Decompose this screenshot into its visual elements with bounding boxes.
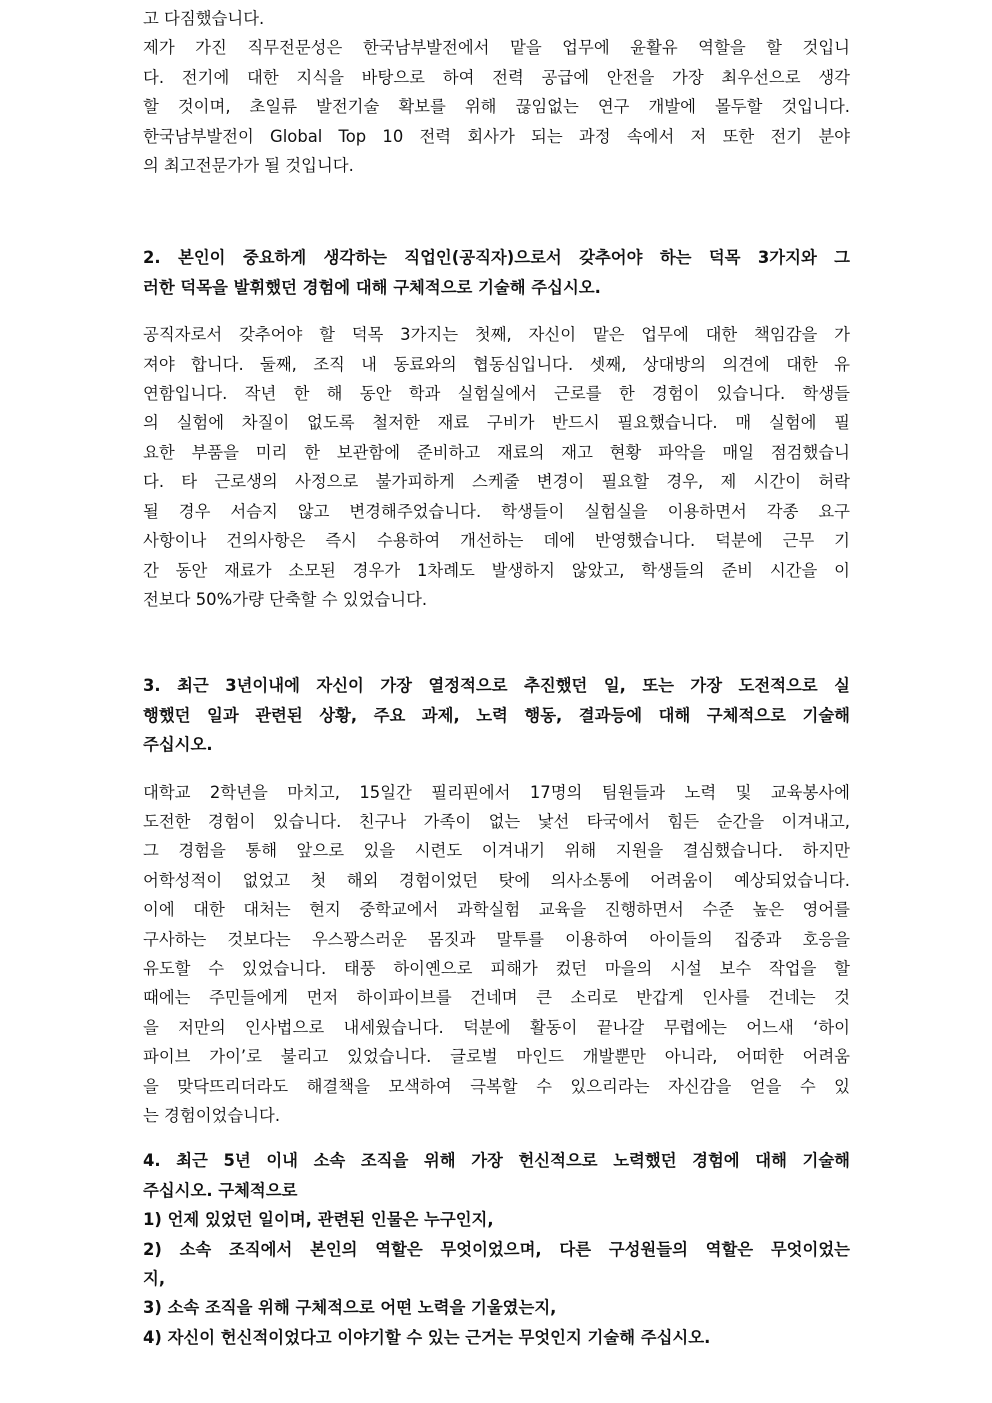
- text-line: 는 경험이었습니다.: [143, 1106, 281, 1125]
- text-line: 다. 전기에 대한 지식을 바탕으로 하여 전력 공급에 안전을 가장 최우선으로 생각: [143, 67, 850, 87]
- intro-paragraph-tail: [143, 4, 850, 180]
- text-line: 도전한 경험이 있습니다. 친구나 가족이 없는 낯선 타국에서 힘든 순간을 이겨내고,: [143, 811, 850, 831]
- text-line: 러한 덕목을 발휘했던 경험에 대해 구체적으로 기술해 주십시오.: [143, 277, 601, 297]
- text-line: 유도할 수 있었습니다. 태풍 하이옌으로 피해가 컸던 마을의 시설 보수 작업을 할: [143, 958, 850, 978]
- text-line: 그 경험을 통해 앞으로 있을 시련도 이겨내기 위해 지원을 결심했습니다. 하지만: [143, 841, 850, 861]
- question-3-heading: [143, 671, 850, 759]
- text-line: 사항이나 건의사항은 즉시 수용하여 개선하는 데에 반영했습니다. 덕분에 근무 기: [143, 531, 850, 551]
- document-page: [143, 4, 850, 1352]
- text-line: 연함입니다. 작년 한 해 동안 학과 실험실에서 근로를 한 경험이 있습니다. 학생들: [143, 384, 850, 404]
- text-line: 제가 가진 직무전문성은 한국남부발전에서 맡을 업무에 윤활유 역할을 할 것입니: [143, 38, 850, 58]
- text-line: 2. 본인이 중요하게 생각하는 직업인(공직자)으로서 갖추어야 하는 덕목 3가지와 그: [143, 248, 850, 268]
- text-line: 주십시오. 구체적으로: [143, 1180, 298, 1200]
- text-line: 3) 소속 조직을 위해 구체적으로 어떤 노력을 기울였는지,: [143, 1298, 557, 1318]
- text-line: 을 맞닥뜨리더라도 해결책을 모색하여 극복할 수 있으리라는 자신감을 얻을 수 있: [143, 1076, 850, 1096]
- question-2-answer: [143, 320, 850, 614]
- text-line: 의 최고전문가가 될 것입니다.: [143, 156, 354, 176]
- text-line: 3. 최근 3년이내에 자신이 가장 열정적으로 추진했던 일, 또는 가장 도전적으로 실: [143, 676, 850, 696]
- text-line: 대학교 2학년을 마치고, 15일간 필리핀에서 17명의 팀원들과 노력 및 교육봉사에: [143, 782, 850, 802]
- text-line: 한국남부발전이 Global Top 10 전력 회사가 되는 과정 속에서 저 또한 전기 분야: [143, 126, 850, 146]
- text-line: 4) 자신이 헌신적이었다고 이야기할 수 있는 근거는 무엇인지 기술해 주십시오.: [143, 1327, 711, 1347]
- text-line: 공직자로서 갖추어야 할 덕목 3가지는 첫째, 자신이 맡은 업무에 대한 책임감을 가: [143, 325, 850, 345]
- text-line: 할 것이며, 초일류 발전기술 확보를 위해 끊임없는 연구 개발에 몰두할 것입니다.: [143, 97, 850, 117]
- text-line: 행했던 일과 관련된 상황, 주요 과제, 노력 행동, 결과등에 대해 구체적으로 기술해: [143, 705, 850, 725]
- text-line: 전보다 50%가량 단축할 수 있었습니다.: [143, 589, 428, 609]
- text-line: 간 동안 재료가 소모된 경우가 1차례도 발생하지 않았고, 학생들의 준비 시간을 이: [143, 560, 850, 580]
- text-line: 져야 합니다. 둘째, 조직 내 동료와의 협동심입니다. 셋째, 상대방의 의견에 대한 유: [143, 354, 850, 374]
- text-line: 4. 최근 5년 이내 소속 조직을 위해 가장 헌신적으로 노력했던 경험에 대해 기술해: [143, 1151, 850, 1171]
- text-line: 의 실험에 차질이 없도록 철저한 재료 구비가 반드시 필요했습니다. 매 실험에 필: [143, 413, 850, 433]
- text-line: 1) 언제 있었던 일이며, 관련된 인물은 누구인지,: [143, 1210, 494, 1230]
- question-3-answer: [143, 778, 850, 1131]
- text-line: 파이브 가이’로 불리고 있었습니다. 글로벌 마인드 개발뿐만 아니라, 어떠한 어려움: [143, 1047, 850, 1067]
- text-line: 다. 타 근로생의 사정으로 불가피하게 스케줄 변경이 필요할 경우, 제 시간이 허락: [143, 472, 850, 492]
- text-line: 어학성적이 없었고 첫 해외 경험이었던 탓에 의사소통에 어려움이 예상되었습니다.: [143, 870, 850, 890]
- text-line: 요한 부품을 미리 한 보관함에 준비하고 재료의 재고 현황 파악을 매일 점검했습니: [143, 442, 850, 462]
- text-line: 주십시오.: [143, 735, 213, 755]
- text-line: 2) 소속 조직에서 본인의 역할은 무엇이었으며, 다른 구성원들의 역할은 무엇이었는: [143, 1239, 850, 1259]
- text-line: 될 경우 서슴지 않고 변경해주었습니다. 학생들이 실험실을 이용하면서 각종 요구: [143, 501, 850, 521]
- text-line: 때에는 주민들에게 먼저 하이파이브를 건네며 큰 소리로 반갑게 인사를 건네는 것: [143, 988, 850, 1008]
- question-2-heading: [143, 243, 850, 302]
- text-line: 구사하는 것보다는 우스꽝스러운 몸짓과 말투를 이용하여 아이들의 집중과 호응을: [143, 929, 850, 949]
- text-line: 지,: [143, 1269, 166, 1289]
- text-line: 을 저만의 인사법으로 내세웠습니다. 덕분에 활동이 끝나갈 무렵에는 어느새 ‘하이: [143, 1017, 850, 1037]
- text-line: 이에 대한 대처는 현지 중학교에서 과학실험 교육을 진행하면서 수준 높은 영어를: [143, 900, 850, 920]
- question-4-heading: [143, 1146, 850, 1352]
- text-line: 고 다짐했습니다.: [143, 9, 265, 28]
